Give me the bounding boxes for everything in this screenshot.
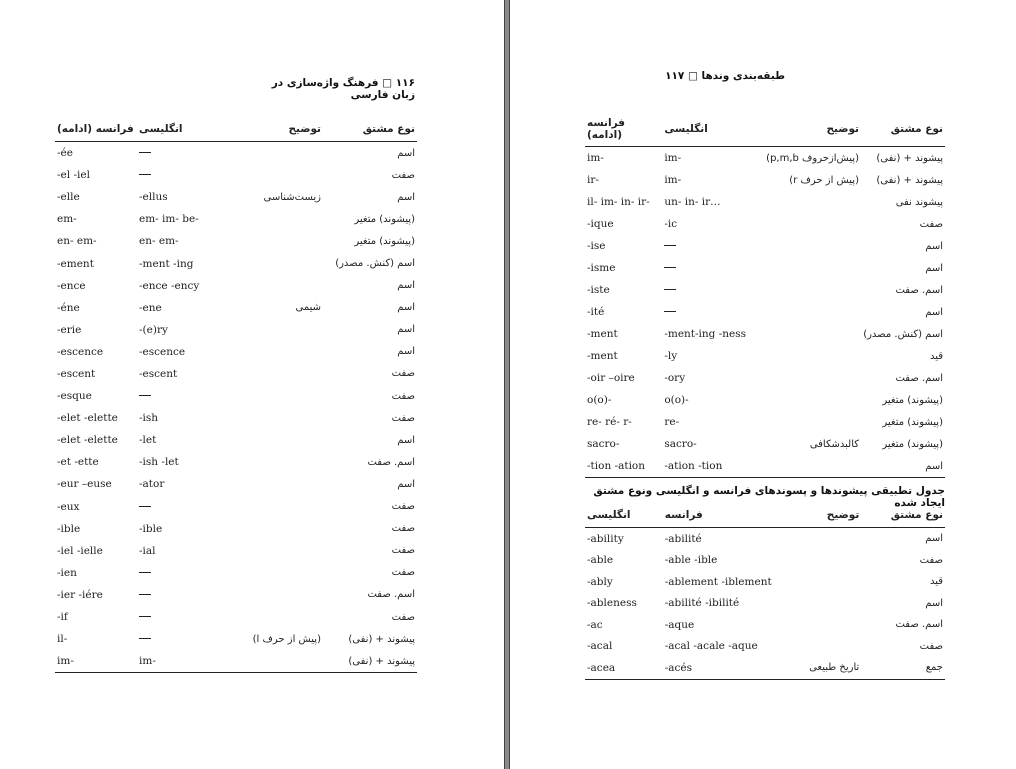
cell-note — [223, 164, 323, 186]
cell-type: اسم. صفت — [367, 589, 415, 601]
cell-type: پیشوند + (نفی) — [348, 633, 415, 645]
cell-french: -et -ette — [57, 456, 99, 469]
cell-type: قید — [929, 350, 943, 362]
cell-english: im- — [137, 650, 223, 673]
table-row — [585, 323, 945, 345]
cell-french: il- — [57, 633, 68, 646]
cell-note — [223, 473, 323, 495]
dash-mark — [139, 395, 151, 397]
table-row — [55, 451, 417, 473]
table-row — [585, 213, 945, 235]
cell-english: -escent — [139, 367, 178, 380]
dash-mark — [664, 267, 676, 269]
cell-note — [774, 550, 862, 572]
cell-type: صفت — [919, 554, 943, 566]
table-row — [55, 650, 417, 673]
table-row — [55, 319, 417, 341]
table-row — [55, 385, 417, 407]
col-header-note: توضیح — [748, 117, 861, 147]
cell-french: -erie — [57, 323, 82, 336]
cell-type: اسم — [925, 262, 943, 274]
cell-french: -ment — [587, 328, 618, 340]
cell-english: -ment-ing -ness — [664, 328, 747, 340]
cell-type: (پیشوند) متغیر — [882, 416, 943, 428]
cell-type: پیشوند + (نفی) — [323, 650, 417, 673]
cell-english: -acal — [587, 640, 613, 653]
left-page-header: ۱۱۶ □ فرهنگ واژه‌سازی در زبان فارسی — [271, 77, 415, 101]
cell-english: o(o)- — [664, 394, 689, 406]
col-header-french: فرانسه (ادامه) — [585, 117, 662, 147]
cell-note — [748, 279, 861, 301]
cell-note — [223, 252, 323, 274]
cell-english: -ish — [139, 412, 159, 425]
cell-type: صفت — [391, 611, 415, 623]
dash-mark — [139, 638, 151, 640]
cell-french: -ien — [57, 566, 77, 579]
cell-french: -isme — [587, 262, 616, 274]
cell-note — [748, 257, 861, 279]
cell-note — [774, 593, 862, 615]
table-row — [55, 186, 417, 208]
cell-french: -escent — [57, 367, 96, 380]
cell-type: اسم — [925, 533, 943, 545]
cell-note — [748, 345, 861, 367]
cell-french: ir- — [587, 174, 599, 186]
cell-note — [748, 213, 861, 235]
table-row — [585, 657, 945, 679]
table-row — [55, 208, 417, 230]
table-row — [585, 636, 945, 658]
table-row — [585, 147, 945, 170]
table-row — [55, 429, 417, 451]
cell-type: (پیشوند) متغیر — [354, 235, 415, 247]
cell-note — [774, 614, 862, 636]
cell-french: -ible — [57, 522, 81, 535]
cell-english: em- im- be- — [139, 213, 199, 226]
cell-type: پیشوند نفی — [895, 196, 943, 208]
col-header-french: فرانسه (ادامه) — [55, 122, 137, 142]
cell-french: im- — [55, 650, 137, 673]
cell-english — [662, 235, 748, 257]
table-row — [585, 345, 945, 367]
cell-english — [662, 301, 748, 323]
cell-note — [748, 389, 861, 411]
table-row — [55, 252, 417, 274]
left-affix-table — [55, 122, 417, 673]
cell-french: -ablement -iblement — [664, 575, 772, 588]
cell-english: -ably — [587, 575, 613, 588]
cell-english — [137, 385, 223, 407]
table-row — [55, 363, 417, 385]
cell-type: اسم — [925, 597, 943, 609]
comparison-table — [585, 508, 945, 680]
cell-french: em- — [57, 213, 77, 226]
cell-french: -elet -elette — [57, 434, 118, 447]
cell-french: -elet -elette — [57, 412, 118, 425]
cell-french: -abilité — [664, 532, 702, 545]
cell-type: پیشوند + (نفی) — [876, 174, 943, 186]
cell-french: -oir –oire — [587, 372, 635, 384]
cell-french: -iste — [587, 284, 610, 296]
cell-english: im- — [664, 174, 682, 186]
cell-english: -ene — [139, 301, 162, 314]
cell-note — [223, 562, 323, 584]
cell-type: اسم. صفت — [367, 456, 415, 468]
cell-french: im- — [587, 152, 604, 164]
cell-french: -acés — [663, 657, 774, 679]
cell-type: صفت — [391, 545, 415, 557]
cell-type: اسم — [397, 302, 415, 314]
cell-note — [748, 411, 861, 433]
cell-note — [223, 319, 323, 341]
table-row — [55, 341, 417, 363]
cell-type: اسم (کنش. مصدر) — [863, 328, 943, 340]
cell-french: -ment — [587, 350, 618, 362]
table-row — [55, 407, 417, 429]
cell-french: -ique — [587, 218, 614, 230]
col-header-french: فرانسه — [663, 508, 774, 528]
cell-note — [223, 650, 323, 673]
cell-french: -ement — [57, 257, 94, 270]
cell-note — [748, 367, 861, 389]
table-row — [585, 367, 945, 389]
cell-type: (پیشوند) متغیر — [882, 394, 943, 406]
cell-french: -iel -ielle — [57, 544, 103, 557]
cell-type: اسم — [397, 434, 415, 446]
cell-type: اسم. صفت — [895, 284, 943, 296]
table-row — [585, 301, 945, 323]
cell-note — [223, 518, 323, 540]
cell-french: -éne — [57, 301, 80, 314]
cell-french: -abilité -ibilité — [664, 597, 740, 610]
cell-english — [137, 584, 223, 606]
cell-note — [223, 142, 323, 165]
table-row — [55, 496, 417, 518]
table-row — [585, 389, 945, 411]
cell-english: -ial — [139, 544, 156, 557]
cell-type: اسم — [397, 280, 415, 292]
table-row — [585, 257, 945, 279]
table-row — [585, 279, 945, 301]
cell-type: صفت — [391, 368, 415, 380]
cell-type: صفت — [919, 640, 943, 652]
dash-mark — [139, 616, 151, 618]
table-row — [585, 191, 945, 213]
cell-french: -aque — [664, 618, 695, 631]
cell-english: -ence -ency — [139, 279, 200, 292]
table-row — [55, 297, 417, 319]
cell-english: -able — [587, 554, 614, 567]
cell-english: -escence — [139, 345, 186, 358]
cell-note — [748, 191, 861, 213]
dash-mark — [139, 152, 151, 154]
cell-type: اسم. صفت — [895, 619, 943, 631]
cell-french: -ise — [587, 240, 606, 252]
cell-note: (پیش از حرف l) — [252, 633, 321, 645]
cell-note — [223, 451, 323, 473]
cell-type: (پیشوند) متغیر — [354, 213, 415, 225]
cell-french: -esque — [57, 390, 92, 403]
cell-english: sacro- — [664, 438, 697, 450]
cell-type: اسم (کنش. مصدر) — [335, 258, 415, 270]
cell-english: -let — [139, 434, 157, 447]
cell-note — [223, 429, 323, 451]
cell-english: re- — [664, 416, 680, 428]
cell-english: -(e)ry — [139, 323, 168, 336]
right-affix-table — [585, 117, 945, 478]
dash-mark — [139, 174, 151, 176]
cell-french: -elle — [57, 191, 80, 204]
cell-type: اسم. صفت — [895, 372, 943, 384]
dash-mark — [664, 245, 676, 247]
table-row — [55, 540, 417, 562]
dash-mark — [139, 572, 151, 574]
cell-type: صفت — [391, 390, 415, 402]
cell-type: قید — [929, 576, 943, 588]
cell-note — [748, 235, 861, 257]
cell-type: صفت — [391, 412, 415, 424]
cell-type: اسم — [397, 346, 415, 358]
table-row — [585, 614, 945, 636]
cell-english: -ment -ing — [139, 257, 194, 270]
col-header-english: انگلیسی — [662, 117, 748, 147]
cell-note: (پیش‌ازحروف p,m,b) — [766, 152, 859, 164]
cell-english: -ory — [664, 372, 686, 384]
cell-english: -ability — [587, 532, 624, 545]
cell-type: اسم — [397, 191, 415, 203]
cell-french: -escence — [57, 345, 104, 358]
col-header-english: انگلیسی — [585, 508, 663, 528]
cell-french: -ence — [57, 279, 86, 292]
cell-type: صفت — [391, 501, 415, 513]
cell-french: -ée — [57, 147, 73, 160]
cell-type: صفت — [391, 169, 415, 181]
table-row — [55, 230, 417, 252]
cell-english — [137, 606, 223, 628]
cell-french: -el -iel — [57, 169, 90, 182]
cell-note — [774, 636, 862, 658]
cell-english — [662, 257, 748, 279]
cell-type: (پیشوند) متغیر — [882, 438, 943, 450]
cell-type: پیشوند + (نفی) — [876, 152, 943, 164]
cell-english — [662, 279, 748, 301]
table-row — [585, 411, 945, 433]
dash-mark — [664, 289, 676, 291]
table-row — [55, 628, 417, 650]
table-row — [55, 142, 417, 165]
cell-note — [223, 540, 323, 562]
cell-english — [137, 562, 223, 584]
col-header-english: انگلیسی — [137, 122, 223, 142]
cell-type: جمع — [861, 657, 945, 679]
table-row — [55, 562, 417, 584]
table-row — [585, 169, 945, 191]
comparison-table-title: جدول تطبیقی پیشوندها و پسوندهای فرانسه و انگلیسی ونوع مشتق ایجاد شده — [593, 485, 945, 509]
table-row — [585, 571, 945, 593]
table-row — [55, 473, 417, 495]
cell-type: اسم — [925, 306, 943, 318]
cell-note — [774, 528, 862, 550]
cell-french: -eur –euse — [57, 478, 112, 491]
cell-note — [223, 385, 323, 407]
cell-note — [223, 606, 323, 628]
cell-english: -ible — [139, 522, 163, 535]
cell-french: -acal -acale -aque — [664, 640, 758, 653]
table-row — [585, 550, 945, 572]
cell-english: -ly — [664, 350, 678, 362]
cell-type: اسم — [397, 147, 415, 159]
cell-type: اسم — [397, 478, 415, 490]
table-row — [55, 606, 417, 628]
table-row — [585, 235, 945, 257]
col-header-type: نوع مشتق — [861, 117, 945, 147]
cell-note: زیست‌شناسی — [263, 191, 321, 203]
cell-note — [223, 275, 323, 297]
cell-note: تاریخ طبیعی — [774, 657, 862, 679]
cell-english: -acea — [585, 657, 663, 679]
table-row — [55, 164, 417, 186]
cell-type: اسم — [397, 324, 415, 336]
cell-english: -ator — [139, 478, 165, 491]
cell-note — [748, 301, 861, 323]
cell-french: en- em- — [57, 235, 97, 248]
cell-english: -ish -let — [139, 456, 179, 469]
col-header-type: نوع مشتق — [861, 508, 945, 528]
cell-note — [223, 584, 323, 606]
cell-note: (پیش از حرف r) — [789, 174, 859, 186]
dash-mark — [139, 594, 151, 596]
table-row — [55, 518, 417, 540]
cell-english: -ableness — [587, 597, 637, 610]
table-row — [585, 593, 945, 615]
cell-english: -ac — [587, 618, 603, 631]
cell-note — [223, 363, 323, 385]
dash-mark — [139, 506, 151, 508]
cell-type: صفت — [391, 523, 415, 535]
cell-english: -ic — [664, 218, 678, 230]
cell-french: -if — [57, 611, 68, 624]
table-row — [585, 455, 945, 478]
cell-note — [223, 407, 323, 429]
col-header-type: نوع مشتق — [323, 122, 417, 142]
cell-note — [223, 230, 323, 252]
dash-mark — [664, 311, 676, 313]
cell-french: -ité — [587, 306, 605, 318]
cell-french: -tion -ation — [585, 455, 662, 478]
cell-note — [748, 455, 861, 478]
cell-english — [137, 628, 223, 650]
cell-french: -able -ible — [664, 554, 718, 567]
cell-french: re- ré- r- — [587, 416, 632, 428]
cell-english: -ation -tion — [662, 455, 748, 478]
table-row — [55, 584, 417, 606]
cell-english: im- — [664, 152, 682, 164]
cell-french: -eux — [57, 500, 80, 513]
cell-type: اسم — [861, 455, 945, 478]
cell-french: o(o)- — [587, 394, 612, 406]
right-page-header: طبقه‌بندی وندها □ ۱۱۷ — [665, 70, 785, 82]
cell-english: un- in- ir… — [664, 196, 721, 208]
cell-english — [137, 496, 223, 518]
cell-type: اسم — [925, 240, 943, 252]
cell-english — [137, 164, 223, 186]
col-header-note: توضیح — [774, 508, 862, 528]
cell-english — [137, 142, 223, 165]
cell-type: صفت — [919, 218, 943, 230]
cell-type: صفت — [391, 567, 415, 579]
cell-french: sacro- — [587, 438, 620, 450]
cell-note — [748, 323, 861, 345]
cell-note — [223, 496, 323, 518]
table-row — [585, 528, 945, 550]
table-row — [55, 275, 417, 297]
cell-note: کالبدشکافی — [809, 438, 859, 450]
cell-note — [223, 341, 323, 363]
col-header-note: توضیح — [223, 122, 323, 142]
cell-english: -ellus — [139, 191, 168, 204]
cell-french: -ier -iére — [57, 588, 103, 601]
cell-note: شیمی — [295, 302, 321, 314]
cell-english: en- em- — [139, 235, 179, 248]
cell-french: il- im- in- ir- — [587, 196, 650, 208]
cell-note — [774, 571, 862, 593]
cell-note — [223, 208, 323, 230]
table-row — [585, 433, 945, 455]
